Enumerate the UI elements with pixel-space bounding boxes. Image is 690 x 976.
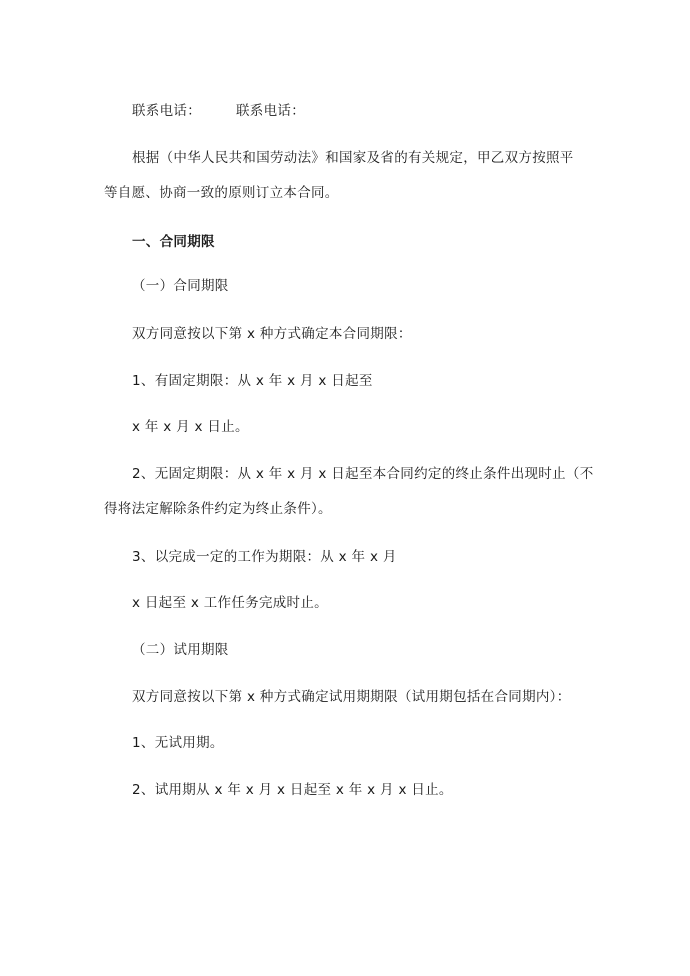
probation-option-2: 2、试用期从 x 年 x 月 x 日起至 x 年 x 月 x 日止。 bbox=[132, 782, 453, 798]
intro-paragraph-line-2: 等自愿、协商一致的原则订立本合同。 bbox=[104, 185, 339, 201]
open-term-line-2: 得将法定解除条件约定为终止条件）。 bbox=[104, 501, 332, 517]
task-term-line-1: 3、以完成一定的工作为期限：从 x 年 x 月 bbox=[132, 549, 397, 565]
subsection-heading-probation: （二）试用期限 bbox=[132, 642, 229, 658]
contact-phone-label-2: 联系电话： bbox=[236, 103, 305, 119]
subsection-heading-contract-term: （一）合同期限 bbox=[132, 278, 229, 294]
intro-paragraph-line-1: 根据（中华人民共和国劳动法》和国家及省的有关规定，甲乙双方按照平 bbox=[132, 150, 574, 166]
fixed-term-line-2: x 年 x 月 x 日止。 bbox=[132, 419, 249, 435]
section-heading-contract-term: 一、合同期限 bbox=[132, 234, 215, 250]
term-method-paragraph: 双方同意按以下第 x 种方式确定本合同期限： bbox=[132, 326, 412, 342]
probation-option-1: 1、无试用期。 bbox=[132, 735, 224, 751]
probation-method-paragraph: 双方同意按以下第 x 种方式确定试用期期限（试用期包括在合同期内）： bbox=[132, 689, 571, 705]
open-term-line-1: 2、无固定期限：从 x 年 x 月 x 日起至本合同约定的终止条件出现时止（不 bbox=[132, 466, 594, 482]
contact-phone-label-1: 联系电话： bbox=[132, 103, 201, 119]
task-term-line-2: x 日起至 x 工作任务完成时止。 bbox=[132, 595, 328, 611]
fixed-term-line-1: 1、有固定期限：从 x 年 x 月 x 日起至 bbox=[132, 373, 373, 389]
